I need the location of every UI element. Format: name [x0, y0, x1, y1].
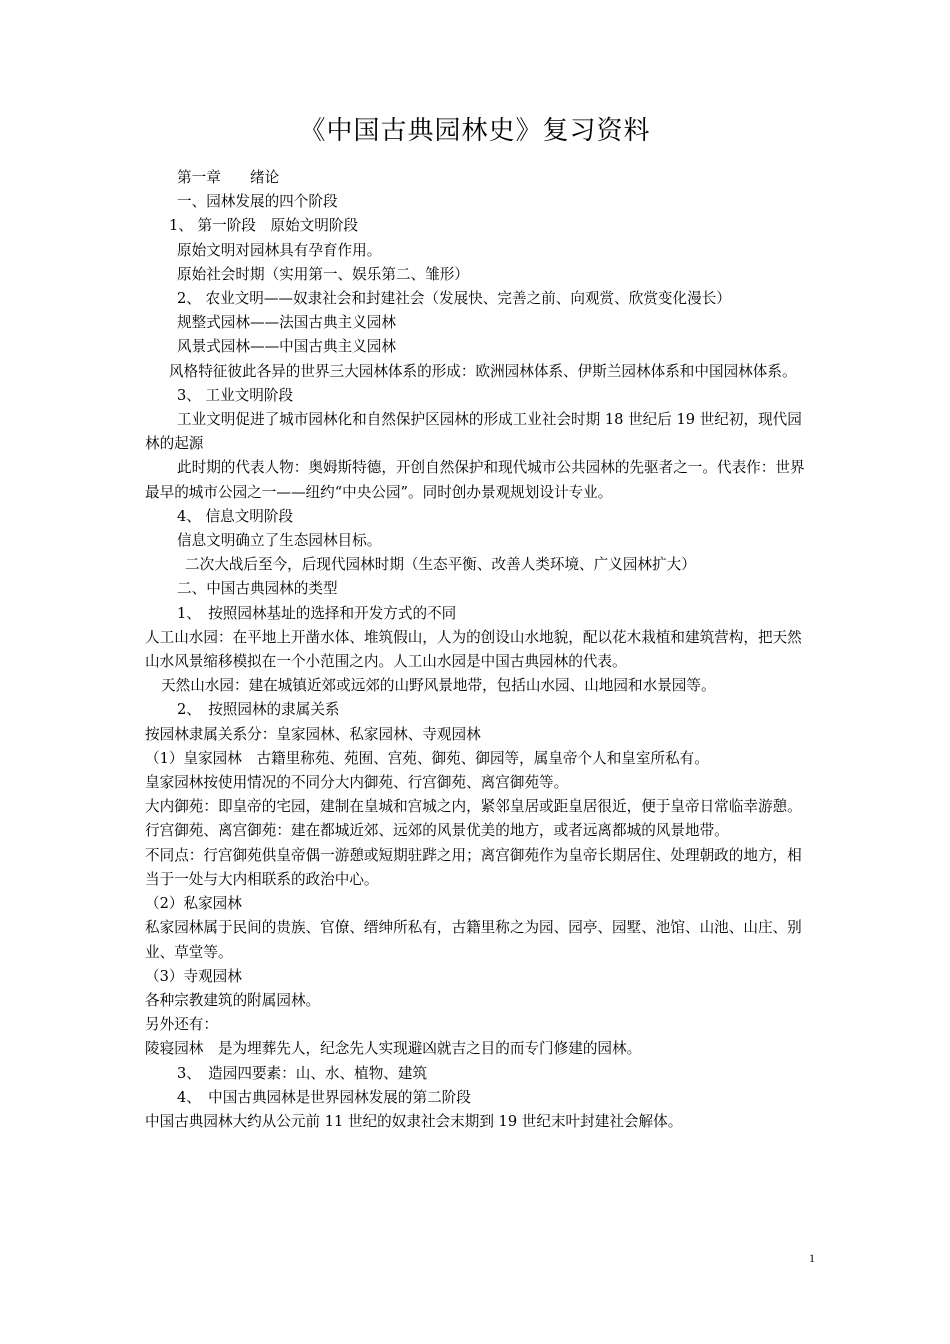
paragraph: 一、园林发展的四个阶段: [177, 193, 338, 211]
paragraph: 1、 按照园林基址的选择和开发方式的不同: [177, 604, 457, 622]
paragraph: 规整式园林——法国古典主义园林: [177, 314, 396, 332]
paragraph: 中国古典园林大约从公元前 11 世纪的奴隶社会末期到 19 世纪末叶封建社会解体。: [145, 1112, 683, 1130]
document-body: [145, 166, 810, 1134]
paragraph: 2、 按照园林的隶属关系: [177, 701, 340, 719]
paragraph: 3、 造园四要素：山、水、植物、建筑: [177, 1064, 428, 1082]
paragraph: 1、 第一阶段 原始文明阶段: [169, 217, 359, 235]
paragraph: 各种宗教建筑的附属园林。: [145, 991, 321, 1009]
paragraph: 4、 中国古典园林是世界园林发展的第二阶段: [177, 1088, 471, 1106]
paragraph: 信息文明确立了生态园林目标。: [177, 532, 382, 550]
paragraph: （2）私家园林: [145, 895, 242, 913]
paragraph: 2、 农业文明——奴隶社会和封建社会（发展快、完善之前、向观赏、欣赏变化漫长）: [177, 290, 731, 308]
paragraph: （1）皇家园林 古籍里称苑、苑囿、宫苑、御苑、御园等，属皇帝个人和皇室所私有。: [145, 749, 709, 767]
paragraph: 行宫御苑、离宫御苑：建在都城近郊、远郊的风景优美的地方，或者远离都城的风景地带。: [145, 822, 729, 840]
paragraph: （3）寺观园林: [145, 967, 242, 985]
paragraph: 二次大战后至今，后现代园林时期（生态平衡、改善人类环境、广义园林扩大）: [185, 556, 696, 574]
paragraph: 另外还有：: [145, 1016, 218, 1034]
paragraph: 不同点：行宫御苑供皇帝偶一游憩或短期驻跸之用；离宫御苑作为皇帝长期居住、处理朝政的地方，相当于一处与大内相联系的政治中心。: [145, 846, 802, 888]
paragraph: 此时期的代表人物：奥姆斯特德，开创自然保护和现代城市公共园林的先驱者之一。代表作：世界最早的城市公园之一——纽约“中央公园”。同时创办景观规划设计专业。: [145, 459, 805, 501]
paragraph: 4、 信息文明阶段: [177, 507, 294, 525]
paragraph: 风格特征彼此各异的世界三大园林体系的形成：欧洲园林体系、伊斯兰园林体系和中国园林体系。: [169, 362, 797, 380]
paragraph: 按园林隶属关系分：皇家园林、私家园林、寺观园林: [145, 725, 481, 743]
paragraph: 私家园林属于民间的贵族、官僚、缙绅所私有，古籍里称之为园、园亭、园墅、池馆、山池、山庄、别业、草堂等。: [145, 919, 802, 961]
paragraph: 二、中国古典园林的类型: [177, 580, 338, 598]
paragraph: 人工山水园：在平地上开凿水体、堆筑假山，人为的创设山水地貌，配以花木栽植和建筑营构，把天然山水风景缩移模拟在一个小范围之内。人工山水园是中国古典园林的代表。: [145, 628, 802, 671]
paragraph: 原始文明对园林具有孕育作用。: [177, 241, 382, 259]
paragraph: 风景式园林——中国古典主义园林: [177, 338, 396, 356]
paragraph: 大内御苑：即皇帝的宅园，建制在皇城和宫城之内，紧邻皇居或距皇居很近，便于皇帝日常临幸游憩。: [145, 798, 802, 816]
page-number: 1: [809, 1251, 815, 1265]
document-title: 《中国古典园林史》复习资料: [299, 116, 651, 146]
paragraph: 天然山水园：建在城镇近郊或远郊的山野风景地带，包括山水园、山地园和水景园等。: [161, 677, 716, 695]
paragraph: 原始社会时期（实用第一、娱乐第二、雏形）: [177, 265, 469, 283]
paragraph: 工业文明促进了城市园林化和自然保护区园林的形成工业社会时期 18 世纪后 19 世纪初，现代园林的起源: [145, 411, 802, 453]
paragraph: 皇家园林按使用情况的不同分大内御苑、行宫御苑、离宫御苑等。: [145, 774, 569, 792]
paragraph: 陵寝园林 是为埋葬先人，纪念先人实现避凶就吉之目的而专门修建的园林。: [145, 1040, 642, 1058]
paragraph: 第一章 绪论: [177, 169, 280, 186]
paragraph: 3、 工业文明阶段: [177, 386, 294, 404]
